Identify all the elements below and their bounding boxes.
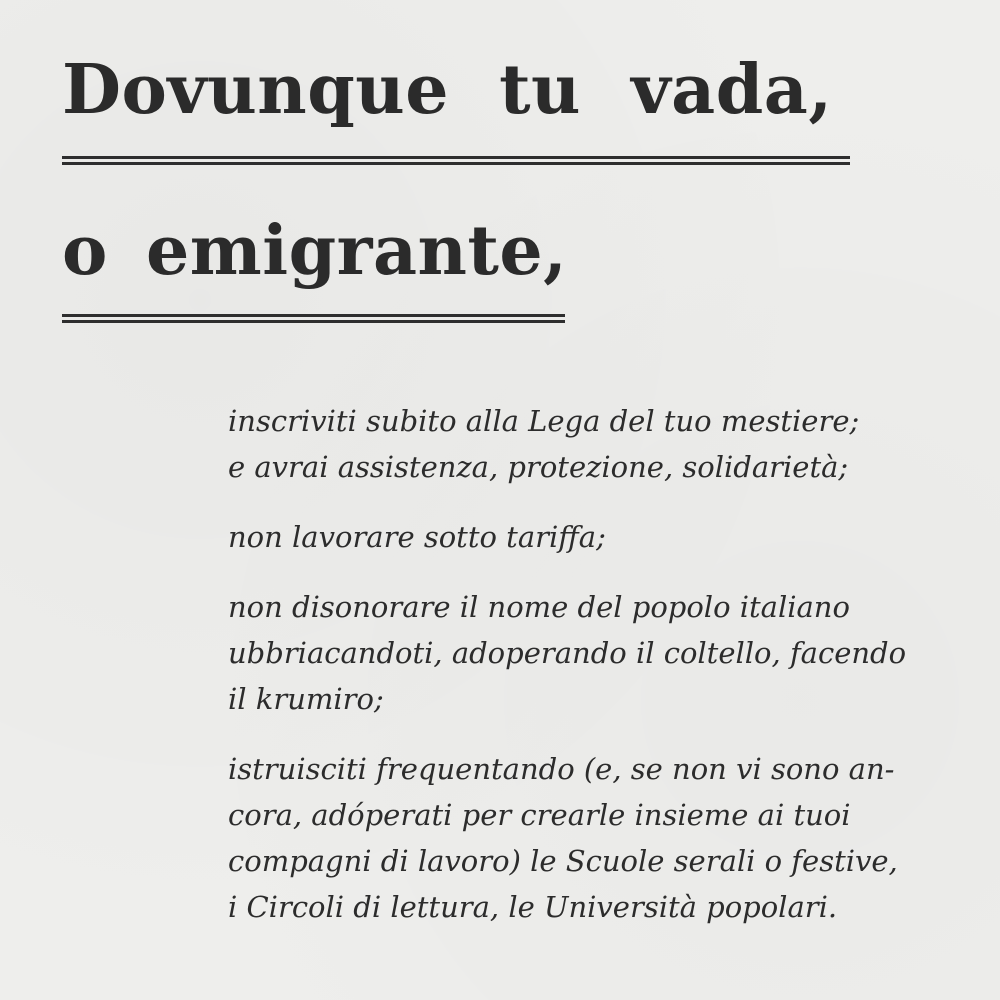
paragraph-1-line-1: inscriviti subito alla Lega del tuo mestiere; [228, 404, 860, 438]
paragraph-3-line-1: non disonorare il nome del popolo italiano [228, 590, 850, 624]
paragraph-4-line-3: compagni di lavoro) le Scuole serali o festive, [228, 844, 898, 878]
paragraph-4-line-1: istruisciti frequentando (e, se non vi sono an- [228, 752, 895, 786]
paragraph-4 [228, 746, 954, 930]
paragraph-3-line-3: il krumiro; [228, 682, 384, 716]
paragraph-2-line-1: non lavorare sotto tariffa; [228, 520, 606, 554]
paragraph-1 [228, 398, 954, 490]
paragraph-3-line-2: ubbriacandoti, adoperando il coltello, facendo [228, 636, 907, 670]
double-rule-2 [62, 314, 565, 323]
headline-line-1: Dovunque tu vada, [62, 50, 833, 130]
body-text [228, 398, 954, 954]
paragraph-4-line-2: cora, adóperati per crearle insieme ai tuoi [228, 798, 851, 832]
paragraph-4-line-4: i Circoli di lettura, le Università popolari. [228, 890, 838, 924]
paragraph-3 [228, 584, 954, 722]
double-rule-1 [62, 156, 850, 165]
headline-line-2: o emigrante, [62, 211, 568, 291]
paragraph-1-line-2: e avrai assistenza, protezione, solidarietà; [228, 450, 849, 484]
paragraph-2 [228, 514, 954, 560]
